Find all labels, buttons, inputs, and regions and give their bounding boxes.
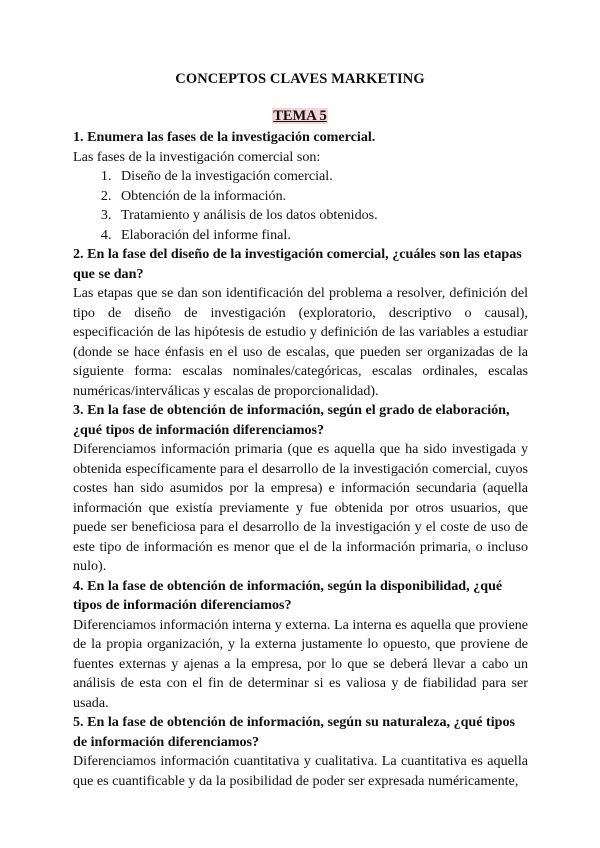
section-heading	[0, 108, 600, 125]
list-item: 1. Diseño de la investigación comercial.	[115, 167, 528, 187]
list-item: 4. Elaboración del informe final.	[115, 226, 528, 246]
phases-list	[73, 167, 528, 245]
question-2: 2. En la fase del diseño de la investigación comercial, ¿cuáles son las etapas que se dan?	[73, 246, 522, 282]
answer-4: Diferenciamos información interna y externa. La interna es aquella que proviene de la propia organización, y la externa justamente lo opuesto, que proviene de fuentes externas y ajenas a la empresa, por lo que se deberá llevar a cabo un análisis de esta con el fin de determinar si es valiosa y de fiabilidad para ser usada.	[73, 616, 528, 711]
question-4: 4. En la fase de obtención de información, según la disponibilidad, ¿qué tipos de información diferenciamos?	[73, 577, 503, 613]
question-5: 5. En la fase de obtención de información, según su naturaleza, ¿qué tipos de información diferenciamos?	[73, 714, 516, 750]
list-item: 2. Obtención de la información.	[115, 187, 528, 207]
answer-3: Diferenciamos información primaria (que es aquella que ha sido investigada y obtenida específicamente para el desarrollo de la investigación comercial, cuyos costes han sido asumidos por la empresa) e información secundaria (aquella información que existía previamente y fue obtenida por otros usuarios, que puede ser beneficiosa para el desarrollo de la investigación y el coste de uso de este tipo de información es menor que el de la información primaria, o incluso nulo).	[73, 441, 528, 574]
list-item: 3. Tratamiento y análisis de los datos obtenidos.	[115, 206, 528, 226]
answer-2: Las etapas que se dan son identificación del problema a resolver, definición del tipo de diseño de investigación (exploratorio, descriptivo o causal), especificación de las hipótesis de estudio y definición de las variables a estudiar (donde se hace énfasis en el uso de escalas, que pueden ser organizadas de la siguiente forma: escalas nominales/categóricas, escalas ordinales, escalas numéricas/interválicas y escalas de proporcionalidad).	[73, 285, 528, 399]
question-1: 1. Enumera las fases de la investigación comercial.	[73, 129, 376, 145]
answer-5: Diferenciamos información cuantitativa y cualitativa. La cuantitativa es aquella que es cuantificable y da la posibilidad de poder ser expresada numéricamente,	[73, 753, 528, 789]
document-title: CONCEPTOS CLAVES MARKETING	[175, 71, 425, 87]
answer-1-intro: Las fases de la investigación comercial son:	[73, 148, 321, 165]
section-heading-text: TEMA 5	[273, 108, 327, 124]
document-body	[73, 128, 528, 791]
question-3: 3. En la fase de obtención de información, según el grado de elaboración, ¿qué tipos de información diferenciamos?	[73, 402, 510, 438]
